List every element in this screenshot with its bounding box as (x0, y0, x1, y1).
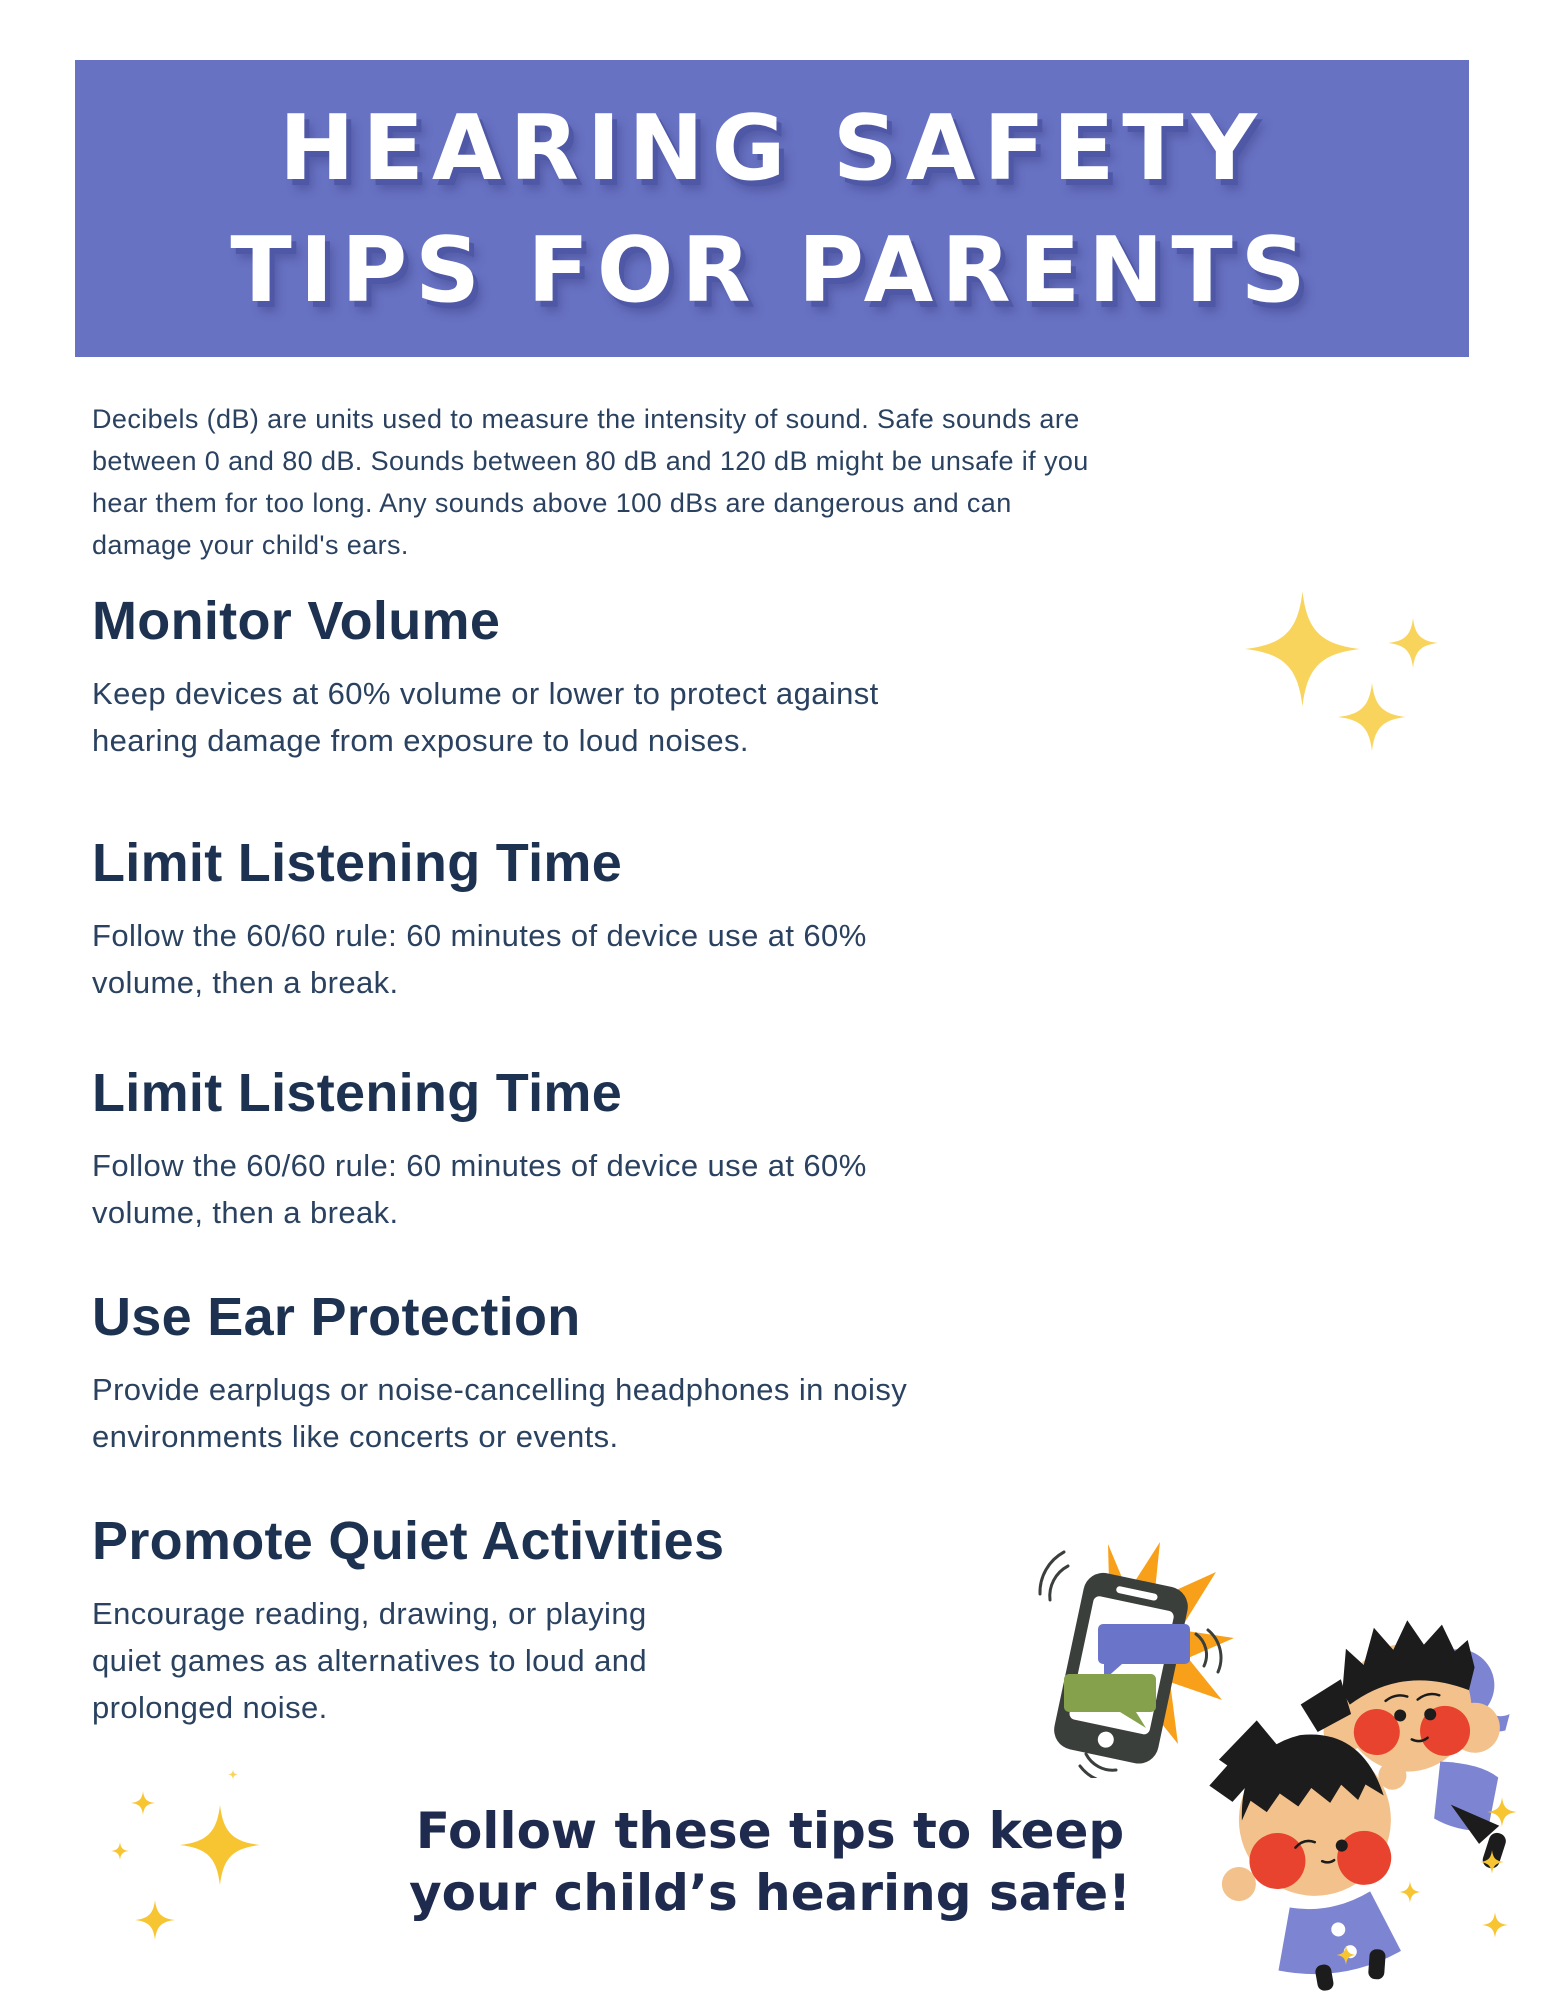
section-heading: Use Ear Protection (92, 1287, 581, 1347)
section-body (92, 670, 879, 764)
banner-title-line1: HEARING SAFETY (279, 96, 1265, 201)
intro-line: damage your child's ears. (92, 530, 409, 560)
banner-title-line2: TIPS FOR PARENTS (230, 218, 1314, 323)
body-line: prolonged noise. (92, 1690, 328, 1725)
section-heading: Limit Listening Time (92, 1063, 623, 1123)
intro-line: Decibels (dB) are units used to measure the intensity of sound. Safe sounds are (92, 404, 1080, 434)
section-monitor-volume (92, 588, 879, 764)
section-heading: Promote Quiet Activities (92, 1511, 725, 1571)
body-line: volume, then a break. (92, 1195, 399, 1230)
body-line: Provide earplugs or noise-cancelling headphones in noisy (92, 1372, 908, 1407)
body-line: Encourage reading, drawing, or playing (92, 1596, 647, 1631)
footer-line2: your child’s hearing safe! (409, 1864, 1131, 1922)
body-line: quiet games as alternatives to loud and (92, 1643, 647, 1678)
intro-line: hear them for too long. Any sounds above 100 dBs are dangerous and can (92, 488, 1012, 518)
section-body (92, 1590, 724, 1731)
sparkles-icon (1245, 578, 1455, 773)
section-limit-listening-time-1 (92, 830, 867, 1006)
footer-line1: Follow these tips to keep (415, 1802, 1125, 1860)
footer-callout (90, 1800, 1450, 1924)
body-line: volume, then a break. (92, 965, 399, 1000)
banner (75, 60, 1469, 357)
body-line: Follow the 60/60 rule: 60 minutes of device use at 60% (92, 1148, 867, 1183)
body-line: environments like concerts or events. (92, 1419, 619, 1454)
section-body (92, 912, 867, 1006)
section-limit-listening-time-2 (92, 1060, 867, 1236)
section-heading: Monitor Volume (92, 591, 501, 651)
body-line: Follow the 60/60 rule: 60 minutes of device use at 60% (92, 918, 867, 953)
section-heading: Limit Listening Time (92, 833, 623, 893)
intro-paragraph (92, 398, 1192, 566)
body-line: hearing damage from exposure to loud noises. (92, 723, 749, 758)
section-use-ear-protection (92, 1284, 907, 1460)
intro-line: between 0 and 80 dB. Sounds between 80 dB and 120 dB might be unsafe if you (92, 446, 1089, 476)
section-body (92, 1366, 907, 1460)
section-promote-quiet-activities (92, 1508, 724, 1731)
section-body (92, 1142, 867, 1236)
body-line: Keep devices at 60% volume or lower to protect against (92, 676, 879, 711)
